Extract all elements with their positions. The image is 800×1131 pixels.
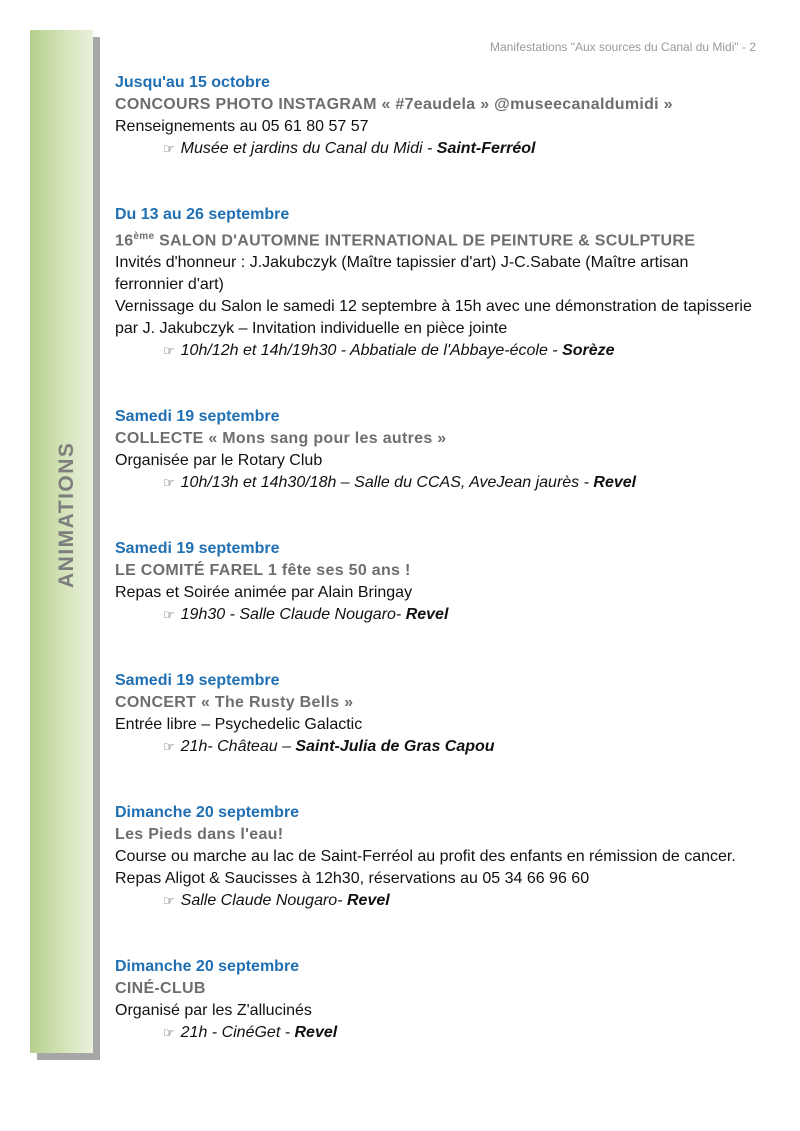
event-location xyxy=(115,604,755,626)
event-item xyxy=(115,956,755,1044)
location-place: Saint-Julia de Gras Capou xyxy=(295,738,495,756)
event-title: COLLECTE « Mons sang pour les autres » xyxy=(115,430,447,448)
event-description: Invités d'honneur : J.Jakubczyk (Maître tapissier d'art) J-C.Sabate (Maître artisan ferronnier d'art) xyxy=(115,254,689,294)
event-title: Les Pieds dans l'eau! xyxy=(115,826,284,844)
event-title: CONCERT « The Rusty Bells » xyxy=(115,694,354,712)
event-description: Vernissage du Salon le samedi 12 septembre à 15h avec une démonstration de tapisserie par J. Jakubczyk – Invitation individuelle en pièce jointe xyxy=(115,298,752,338)
location-place: Revel xyxy=(405,606,449,624)
location-text: Salle Claude Nougaro- xyxy=(180,892,347,910)
location-place: Revel xyxy=(593,474,637,492)
event-title: CINÉ-CLUB xyxy=(115,980,206,998)
location-text: 21h - CinéGet - xyxy=(180,1024,295,1042)
event-location xyxy=(115,736,755,758)
event-title-number: 16 xyxy=(115,232,134,250)
event-location xyxy=(115,340,755,362)
event-item xyxy=(115,204,755,362)
pointing-hand-icon: ☞ xyxy=(163,141,175,156)
event-item xyxy=(115,406,755,494)
pointing-hand-icon: ☞ xyxy=(163,607,175,623)
location-text: 19h30 - Salle Claude Nougaro- xyxy=(180,606,406,624)
events-list xyxy=(115,72,755,1088)
location-text: 10h/13h et 14h30/18h – Salle du CCAS, AveJean jaurès - xyxy=(180,474,594,492)
event-date: Dimanche 20 septembre xyxy=(115,958,300,976)
event-title-text: SALON D'AUTOMNE INTERNATIONAL DE PEINTURE & SCULPTURE xyxy=(154,232,696,250)
event-description: Repas et Soirée animée par Alain Bringay xyxy=(115,584,413,602)
event-description: Organisé par les Z'allucinés xyxy=(115,1002,312,1020)
pointing-hand-icon: ☞ xyxy=(163,739,175,755)
location-text: Musée et jardins du Canal du Midi - xyxy=(180,140,437,157)
event-date: Du 13 au 26 septembre xyxy=(115,206,290,223)
event-date: Dimanche 20 septembre xyxy=(115,804,300,822)
page-header-note: Manifestations "Aux sources du Canal du Midi" - 2 xyxy=(490,40,756,54)
sidebar-label: ANIMATIONS xyxy=(55,441,78,588)
location-place: Revel xyxy=(294,1024,338,1042)
event-item xyxy=(115,72,755,160)
location-text: 21h- Château – xyxy=(180,738,296,756)
event-title xyxy=(115,226,755,252)
pointing-hand-icon: ☞ xyxy=(163,893,175,909)
event-location xyxy=(115,890,755,912)
event-item xyxy=(115,802,755,912)
location-text: 10h/12h et 14h/19h30 - Abbatiale de l'Abbaye-école - xyxy=(180,342,563,360)
pointing-hand-icon: ☞ xyxy=(163,343,175,359)
event-date: Jusqu'au 15 octobre xyxy=(115,74,270,91)
event-description: Renseignements au 05 61 80 57 57 xyxy=(115,118,369,135)
event-location xyxy=(115,1022,755,1044)
event-title: LE COMITÉ FAREL 1 fête ses 50 ans ! xyxy=(115,562,411,580)
location-place: Sorèze xyxy=(562,342,615,360)
pointing-hand-icon: ☞ xyxy=(163,1025,175,1041)
event-item xyxy=(115,538,755,626)
event-title: CONCOURS PHOTO INSTAGRAM « #7eaudela » @museecanaldumidi » xyxy=(115,96,673,113)
event-description: Course ou marche au lac de Saint-Ferréol au profit des enfants en rémission de cancer. Repas Aligot & Saucisses à 12h30, réservations au 05 34 66 96 60 xyxy=(115,848,736,888)
event-description: Entrée libre – Psychedelic Galactic xyxy=(115,716,363,734)
event-title-superscript: ème xyxy=(133,231,155,242)
event-location xyxy=(115,138,755,160)
event-date: Samedi 19 septembre xyxy=(115,408,280,426)
location-place: Revel xyxy=(346,892,390,910)
event-date: Samedi 19 septembre xyxy=(115,672,280,690)
event-date: Samedi 19 septembre xyxy=(115,540,280,558)
event-location xyxy=(115,472,755,494)
location-place: Saint-Ferréol xyxy=(436,140,536,157)
pointing-hand-icon: ☞ xyxy=(163,475,175,491)
event-item xyxy=(115,670,755,758)
event-description: Organisée par le Rotary Club xyxy=(115,452,323,470)
